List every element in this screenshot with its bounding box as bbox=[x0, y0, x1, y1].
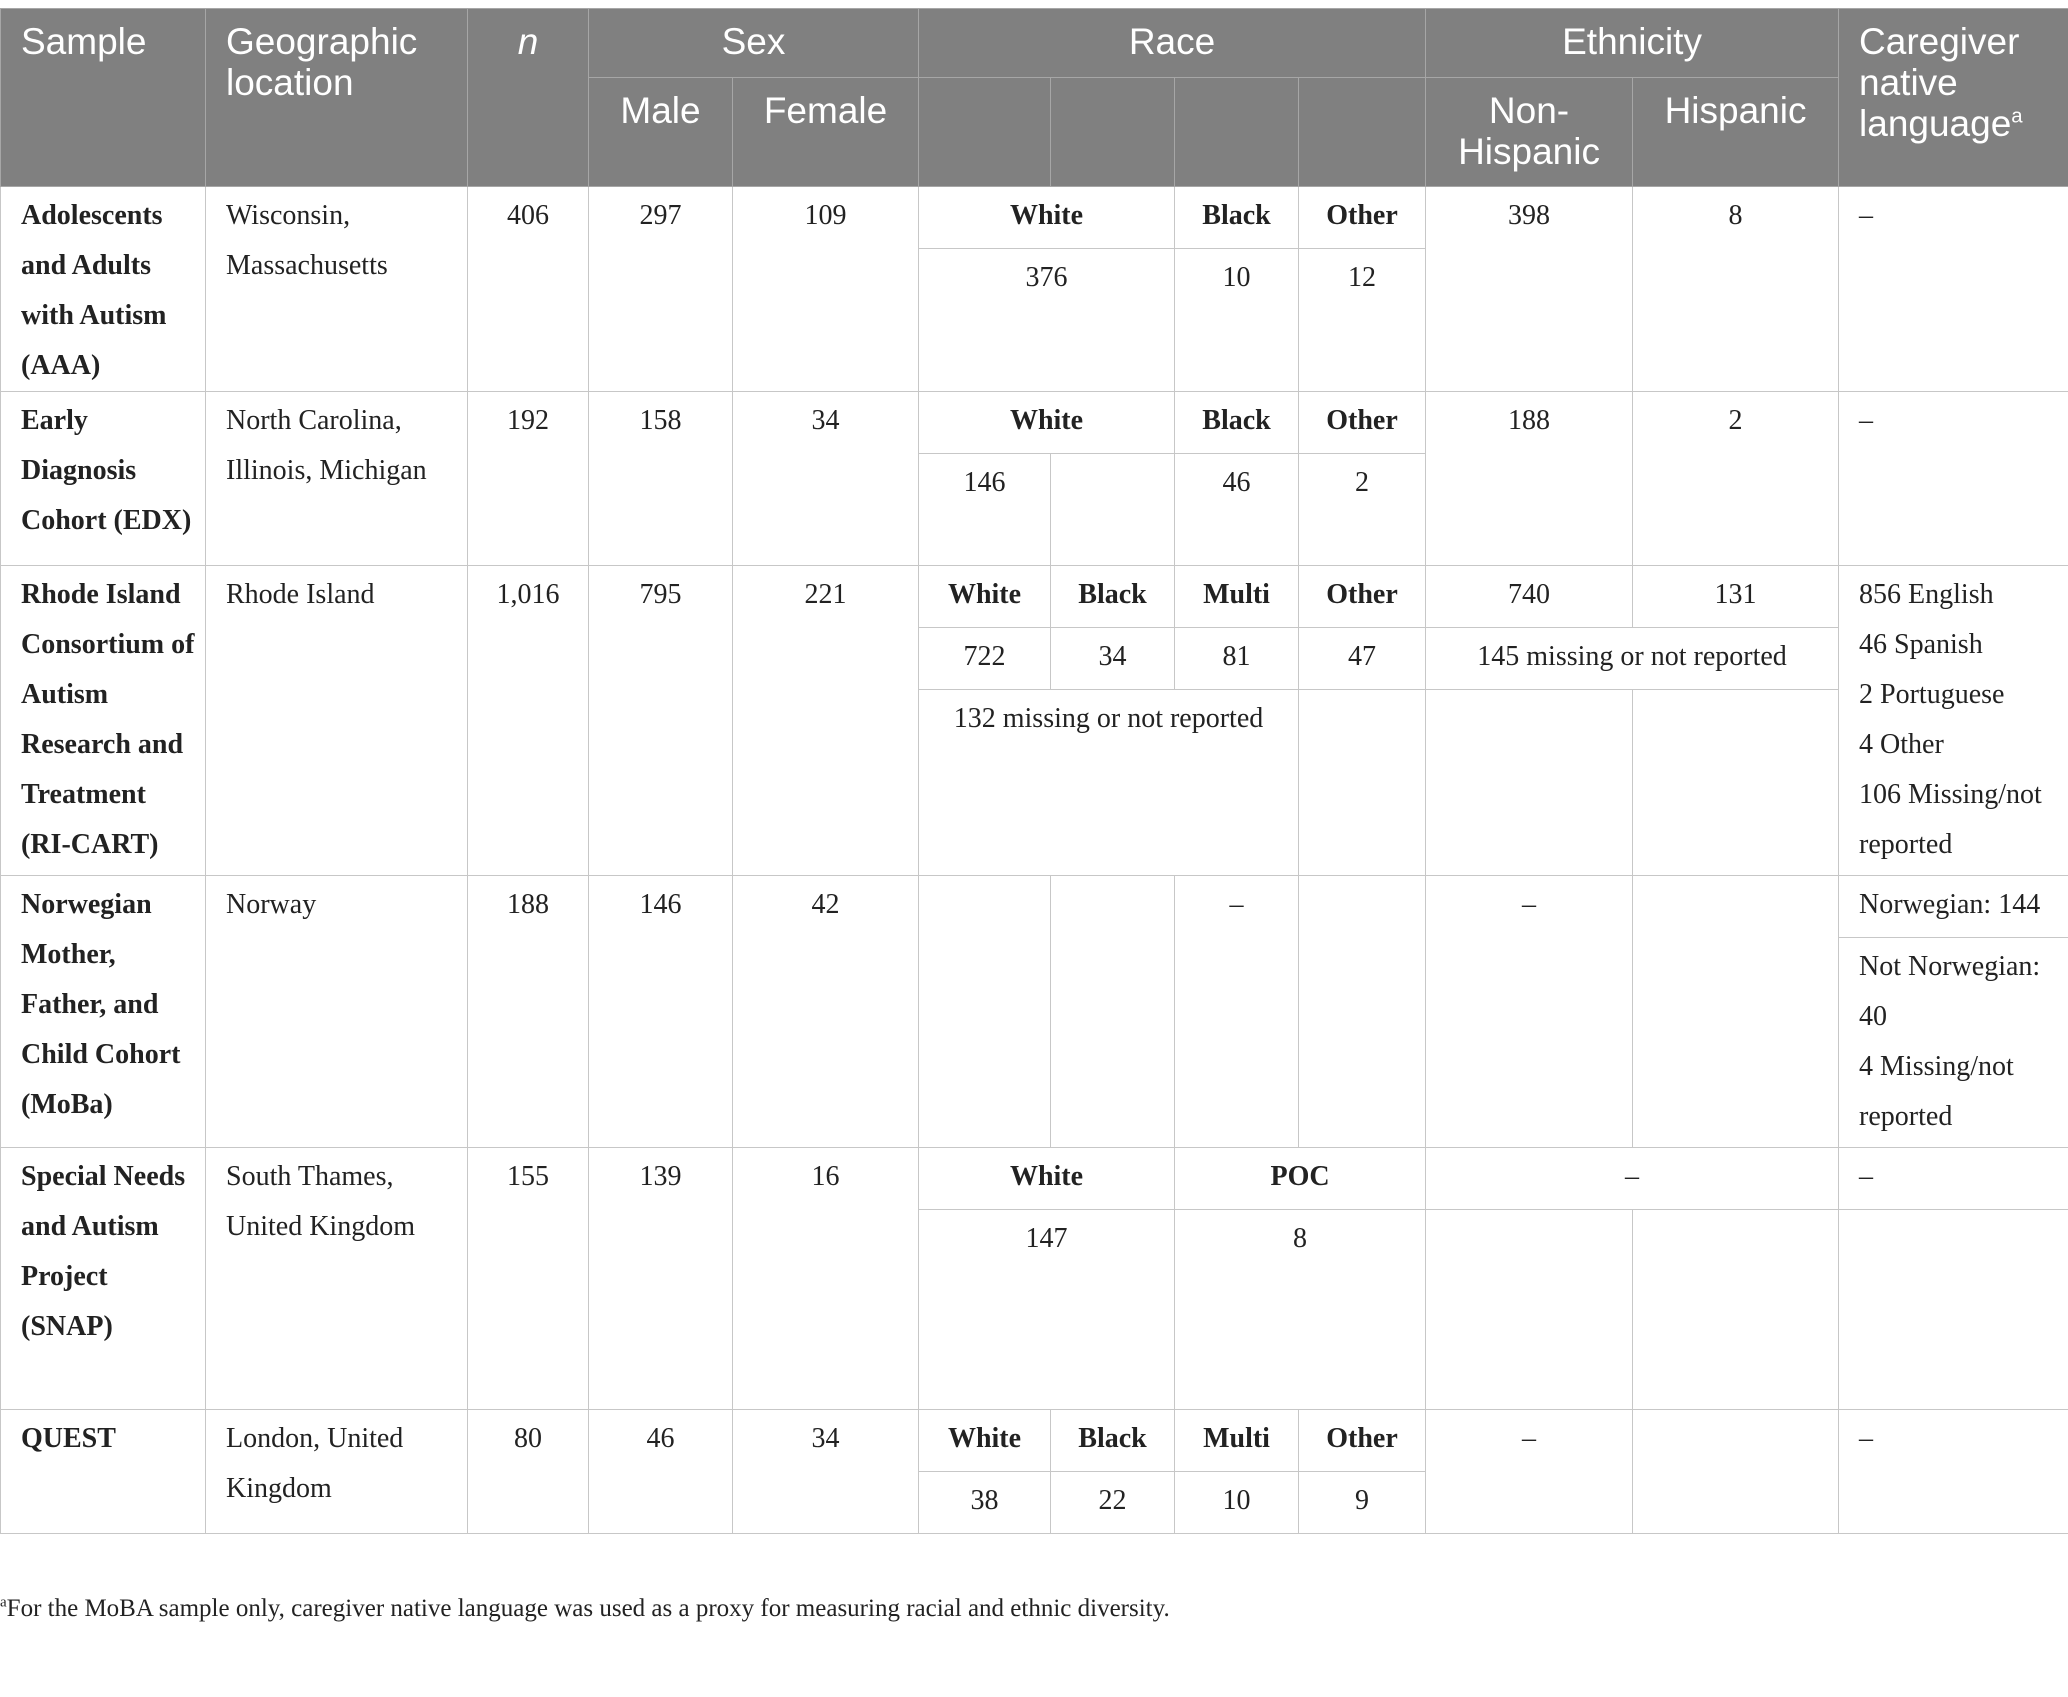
sample-name: Early Diagnosis Cohort (EDX) bbox=[1, 392, 206, 566]
sample-name: Adolescents and Adults with Autism (AAA) bbox=[1, 187, 206, 392]
race-value: 10 bbox=[1175, 249, 1299, 392]
race-label: Multi bbox=[1175, 1410, 1299, 1472]
n-value: 80 bbox=[468, 1410, 589, 1534]
header-race-sub-1 bbox=[919, 78, 1051, 187]
race-label: Other bbox=[1299, 392, 1426, 454]
race-label: Other bbox=[1299, 566, 1426, 628]
race-label: White bbox=[919, 566, 1051, 628]
header-hispanic: Hispanic bbox=[1633, 78, 1839, 187]
male-count: 46 bbox=[589, 1410, 733, 1534]
n-value: 155 bbox=[468, 1148, 589, 1410]
race-label: POC bbox=[1175, 1148, 1426, 1210]
female-count: 34 bbox=[733, 392, 919, 566]
race-label: White bbox=[919, 1148, 1175, 1210]
header-sex: Sex bbox=[589, 9, 919, 78]
header-race: Race bbox=[919, 9, 1426, 78]
language: 856 English 46 Spanish 2 Portuguese 4 Other 106 Missing/not reported bbox=[1839, 566, 2068, 876]
n-value: 188 bbox=[468, 876, 589, 1148]
race-empty-cell bbox=[1299, 876, 1426, 1148]
language: – bbox=[1839, 187, 2068, 392]
language: Not Norwegian: 40 4 Missing/not reported bbox=[1839, 938, 2068, 1148]
header-sample: Sample bbox=[1, 9, 206, 187]
table-row bbox=[1, 1410, 2068, 1472]
male-count: 795 bbox=[589, 566, 733, 876]
female-count: 42 bbox=[733, 876, 919, 1148]
male-count: 139 bbox=[589, 1148, 733, 1410]
location: Wisconsin, Massachusetts bbox=[206, 187, 468, 392]
race-label: Black bbox=[1175, 392, 1299, 454]
location: London, United Kingdom bbox=[206, 1410, 468, 1534]
race-value: 376 bbox=[919, 249, 1175, 392]
male-count: 146 bbox=[589, 876, 733, 1148]
race-value: 722 bbox=[919, 628, 1051, 690]
header-non-hispanic: Non-Hispanic bbox=[1426, 78, 1633, 187]
demographics-table bbox=[0, 8, 2068, 1534]
race-value: 8 bbox=[1175, 1210, 1426, 1410]
race-label: Black bbox=[1051, 566, 1175, 628]
footnote-text: For the MoBA sample only, caregiver native language was used as a proxy for measuring racial and ethnic diversity. bbox=[6, 1595, 1170, 1622]
race-value: 47 bbox=[1299, 628, 1426, 690]
location: South Thames, United Kingdom bbox=[206, 1148, 468, 1410]
race-value: – bbox=[1175, 876, 1299, 1148]
race-value: 22 bbox=[1051, 1472, 1175, 1534]
table-row bbox=[1, 187, 2068, 249]
language: – bbox=[1839, 1148, 2068, 1210]
header-n: n bbox=[468, 9, 589, 187]
male-count: 158 bbox=[589, 392, 733, 566]
non-hispanic-count: 398 bbox=[1426, 187, 1633, 392]
race-empty-cell bbox=[1299, 690, 1426, 876]
n-value: 192 bbox=[468, 392, 589, 566]
header-race-sub-2 bbox=[1051, 78, 1175, 187]
table-row bbox=[1, 876, 2068, 938]
footnote-marker: a bbox=[0, 1594, 7, 1611]
hispanic-count: 131 bbox=[1633, 566, 1839, 628]
female-count: 34 bbox=[733, 1410, 919, 1534]
header-race-sub-4 bbox=[1299, 78, 1426, 187]
race-value: 9 bbox=[1299, 1472, 1426, 1534]
ethnicity-value: – bbox=[1426, 876, 1633, 1148]
race-value: 38 bbox=[919, 1472, 1051, 1534]
non-hispanic-count: 740 bbox=[1426, 566, 1633, 628]
location: Rhode Island bbox=[206, 566, 468, 876]
race-missing: 132 missing or not reported bbox=[919, 690, 1299, 876]
language-empty-cell bbox=[1839, 1210, 2068, 1410]
table-footnote bbox=[0, 1595, 1170, 1623]
female-count: 16 bbox=[733, 1148, 919, 1410]
female-count: 109 bbox=[733, 187, 919, 392]
language: Norwegian: 144 bbox=[1839, 876, 2068, 938]
race-label: Black bbox=[1051, 1410, 1175, 1472]
race-label: Other bbox=[1299, 1410, 1426, 1472]
language: – bbox=[1839, 1410, 2068, 1534]
race-value: 147 bbox=[919, 1210, 1175, 1410]
language: – bbox=[1839, 392, 2068, 566]
race-value: 10 bbox=[1175, 1472, 1299, 1534]
ethnicity-value: – bbox=[1426, 1148, 1839, 1210]
header-language: Caregiver native language$^a$ bbox=[1839, 9, 2068, 187]
race-empty-cell bbox=[919, 876, 1051, 1148]
race-value: 34 bbox=[1051, 628, 1175, 690]
sample-name: Norwegian Mother, Father, and Child Cohort (MoBa) bbox=[1, 876, 206, 1148]
location: North Carolina, Illinois, Michigan bbox=[206, 392, 468, 566]
hispanic-count: 2 bbox=[1633, 392, 1839, 566]
race-label: Black bbox=[1175, 187, 1299, 249]
race-label: White bbox=[919, 187, 1175, 249]
race-value: 12 bbox=[1299, 249, 1426, 392]
race-empty-cell bbox=[1051, 876, 1175, 1148]
ethnicity-empty-cell bbox=[1633, 690, 1839, 876]
ethnicity-empty-cell bbox=[1426, 690, 1633, 876]
race-value: 81 bbox=[1175, 628, 1299, 690]
female-count: 221 bbox=[733, 566, 919, 876]
header-ethnicity: Ethnicity bbox=[1426, 9, 1839, 78]
n-value: 406 bbox=[468, 187, 589, 392]
race-label: Multi bbox=[1175, 566, 1299, 628]
ethnicity-missing: 145 missing or not reported bbox=[1426, 628, 1839, 690]
header-location: Geographic location bbox=[206, 9, 468, 187]
header-race-sub-3 bbox=[1175, 78, 1299, 187]
ethnicity-empty-cell bbox=[1633, 876, 1839, 1148]
table-row bbox=[1, 392, 2068, 454]
race-value: 2 bbox=[1299, 454, 1426, 566]
hispanic-count: 8 bbox=[1633, 187, 1839, 392]
race-label: Other bbox=[1299, 187, 1426, 249]
ethnicity-empty-cell bbox=[1633, 1210, 1839, 1410]
header-female: Female bbox=[733, 78, 919, 187]
race-value: 146 bbox=[919, 454, 1051, 566]
sample-name: Special Needs and Autism Project (SNAP) bbox=[1, 1148, 206, 1410]
male-count: 297 bbox=[589, 187, 733, 392]
race-label: White bbox=[919, 392, 1175, 454]
ethnicity-value: – bbox=[1426, 1410, 1633, 1534]
location: Norway bbox=[206, 876, 468, 1148]
non-hispanic-count: 188 bbox=[1426, 392, 1633, 566]
ethnicity-empty-cell bbox=[1426, 1210, 1633, 1410]
sample-name: Rhode Island Consortium of Autism Research and Treatment (RI-CART) bbox=[1, 566, 206, 876]
sample-name: QUEST bbox=[1, 1410, 206, 1534]
table-row bbox=[1, 566, 2068, 628]
table-row bbox=[1, 1148, 2068, 1210]
race-value: 46 bbox=[1175, 454, 1299, 566]
race-empty-cell bbox=[1051, 454, 1175, 566]
ethnicity-empty-cell bbox=[1633, 1410, 1839, 1534]
n-value: 1,016 bbox=[468, 566, 589, 876]
header-male: Male bbox=[589, 78, 733, 187]
race-label: White bbox=[919, 1410, 1051, 1472]
